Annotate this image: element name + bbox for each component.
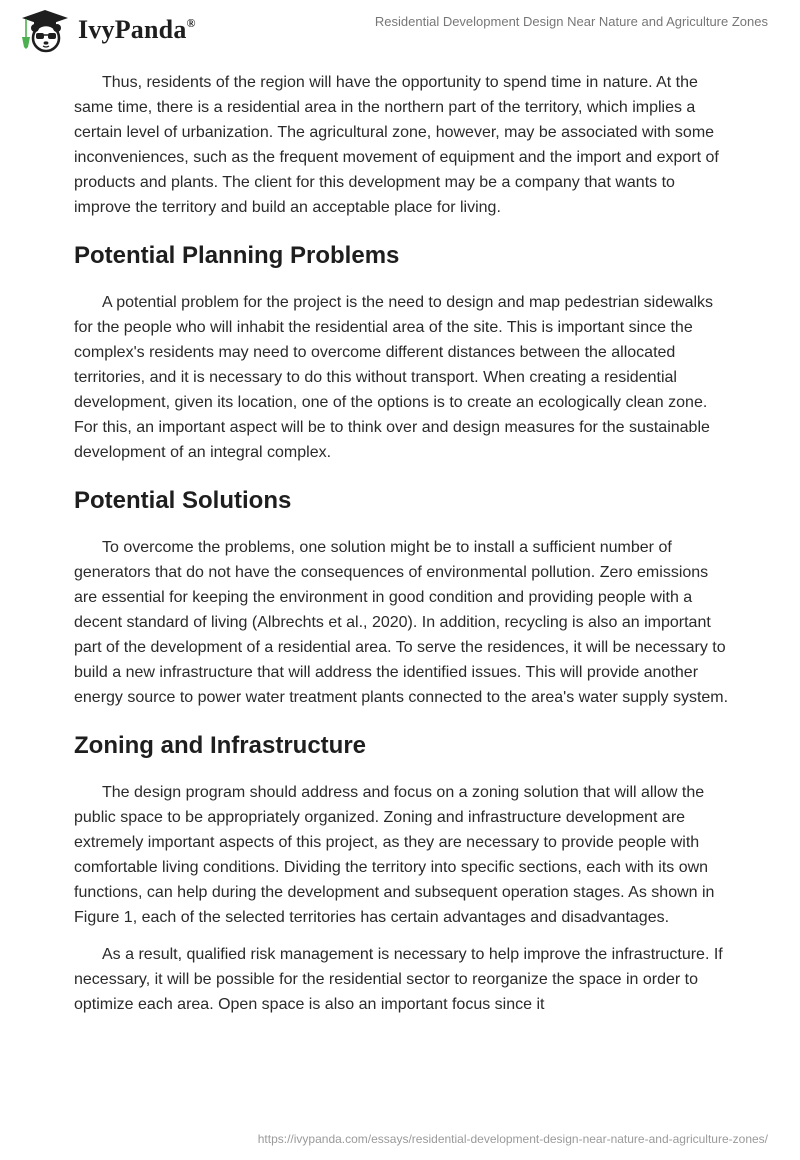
panda-graduate-icon <box>18 7 72 53</box>
paragraph-zoning-1: The design program should address and focus on a zoning solution that will allow the public space to be appropriately organized. Zoning and infrastructure development are extremely important aspects of this project, as they are necessary to provide people with comfortable living conditions. Dividing the territory into specific sections, each with its own functions, can help during the development and subsequent operation stages. As shown in Figure 1, each of the selected territories has certain advantages and disadvantages. <box>74 784 715 926</box>
page-header <box>0 0 800 56</box>
heading-zoning-and-infrastructure: Zoning and Infrastructure <box>74 732 367 759</box>
heading-potential-planning-problems: Potential Planning Problems <box>74 242 400 269</box>
heading-potential-solutions: Potential Solutions <box>74 487 292 514</box>
source-url[interactable]: https://ivypanda.com/essays/residential-development-design-near-nature-and-agriculture-zones/ <box>257 1132 768 1146</box>
intro-paragraph: Thus, residents of the region will have the opportunity to spend time in nature. At the same time, there is a residential area in the northern part of the territory, which implies a certain level of urbanization. The agricultural zone, however, may be associated with some inconveniences, such as the frequent movement of equipment and the import and export of products and plants. The client for this development may be a company that wants to improve the territory and build an acceptable place for living. <box>74 74 719 216</box>
registered-mark: ® <box>186 16 196 30</box>
essay-body <box>74 70 734 1029</box>
paragraph-potential-solutions: To overcome the problems, one solution might be to install a sufficient number of generators that do not have the consequences of environmental pollution. Zero emissions are essential for keeping the environment in good condition and providing people with a decent standard of living (Albrechts et al., 2020). In addition, recycling is also an important part of the development of a residential area. To serve the residences, it will be necessary to build a new infrastructure that will address the identified issues. This will provide another energy source to power water treatment plants connected to the area's water supply system. <box>74 539 729 706</box>
ivypanda-logo[interactable] <box>18 7 196 53</box>
document-title: Residential Development Design Near Nature and Agriculture Zones <box>374 14 768 29</box>
brand-name: IvyPanda® <box>78 15 196 44</box>
paragraph-planning-problems: A potential problem for the project is the need to design and map pedestrian sidewalks for the people who will inhabit the residential area of the site. This is important since the complex's residents may need to overcome different distances between the allocated territories, and it is necessary to do this without transport. When creating a residential development, given its location, one of the options is to create an ecologically clean zone. For this, an important aspect will be to think over and design measures for the sustainable development of an integral complex. <box>74 294 714 461</box>
paragraph-zoning-2: As a result, qualified risk management is necessary to help improve the infrastructure. If necessary, it will be possible for the residential sector to reorganize the space in order to optimize each area. Open space is also an important focus since it <box>74 946 723 1013</box>
